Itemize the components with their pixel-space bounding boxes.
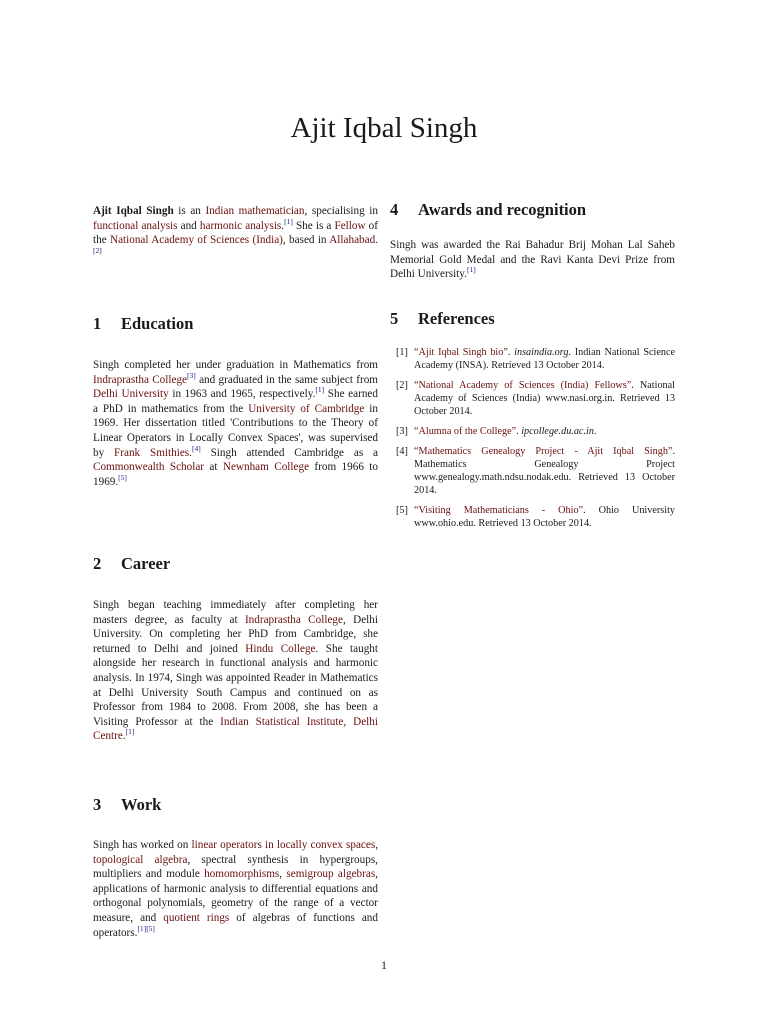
section-heading-awards: 4 Awards and recognition	[390, 200, 587, 219]
link-harmonic-analysis[interactable]: harmonic analysis	[199, 219, 282, 232]
reference-link[interactable]: “Alumna of the College”	[414, 426, 517, 438]
citation-1[interactable]: [1]	[284, 216, 293, 226]
section-heading-references: 5 References	[390, 309, 495, 328]
reference-item: [1] “Ajit Iqbal Singh bio”. insaindia.org. Indian National Science Academy (INSA). Retrieved 13 October 2014.	[396, 347, 675, 372]
reference-item: [5] “Visiting Mathematicians - Ohio”. Ohio University www.ohio.edu. Retrieved 13 October 2014.	[396, 505, 675, 530]
citation-1[interactable]: [1]	[466, 265, 476, 275]
link-frank-smithies[interactable]: Frank Smithies	[114, 446, 190, 459]
link-hindu-college[interactable]: Hindu College	[245, 642, 316, 655]
citation-1[interactable]: [1]	[125, 727, 135, 737]
section-heading-education: 1 Education	[93, 314, 194, 333]
link-indraprastha-college[interactable]: Indraprastha College	[244, 613, 343, 626]
link-university-of-cambridge[interactable]: University of Cambridge	[248, 402, 365, 415]
citation-5[interactable]: [5]	[118, 472, 127, 482]
work-paragraph: Singh has worked on linear operators in locally convex spaces, topological algebra, spectral synthesis in hypergroups, multipliers and module homomorphisms, semigroup algebras, applications of harmonic analysis to differential equations and orthogonal polynomials, geometry of the range of a vector measure, and quotient rings of algebras of functions and operators.[1][5]	[93, 839, 378, 939]
citation-1[interactable]: [1]	[315, 385, 325, 395]
citation-3[interactable]: [3]	[187, 370, 196, 380]
awards-paragraph: Singh was awarded the Rai Bahadur Brij Mohan Lal Saheb Memorial Gold Medal and the Ravi Kanta Devi Prize from Delhi University.[1]	[390, 239, 675, 281]
career-paragraph: Singh began teaching immediately after completing her masters degree, as faculty at Indraprastha College, Delhi University. On completing her PhD from Cambridge, she returned to Delhi and joined Hindu College. She taught alongside her research in functional analysis and harmonic analysis. In 1974, Singh was appointed Reader in Mathematics at Delhi University South Campus and continued on as Professor from 1984 to 2008. From 2008, she has been a Visiting Professor at the Indian Statistical Institute, Delhi Centre.[1]	[93, 599, 378, 743]
section-heading-career: 2 Career	[93, 554, 171, 573]
section-heading-work: 3 Work	[93, 795, 162, 814]
link-fellow[interactable]: Fellow	[334, 219, 366, 232]
link-homomorphisms[interactable]: homomorphisms	[204, 868, 280, 881]
citation-5[interactable]: [5]	[146, 923, 155, 933]
reference-link[interactable]: “Ajit Iqbal Singh bio”	[414, 347, 508, 358]
link-indraprastha-college[interactable]: Indraprastha College	[93, 373, 188, 386]
citation-4[interactable]: [4]	[191, 443, 201, 453]
intro-paragraph: Ajit Iqbal Singh is an Indian mathematician, specialising in functional analysis and harmonic analysis.[1] She is a Fellow of the National Academy of Sciences (India), based in Allahabad.[2]	[93, 205, 378, 255]
reference-link[interactable]: “Mathematics Genealogy Project - Ajit Iqbal Singh”	[414, 445, 673, 457]
link-indian-statistical-institute[interactable]: Indian Statistical Institute, Delhi Centre	[93, 715, 378, 743]
reference-list	[390, 346, 675, 537]
citation-2[interactable]: [2]	[93, 245, 102, 255]
education-paragraph: Singh completed her under graduation in Mathematics from Indraprastha College[3] and graduated in the same subject from Delhi University in 1963 and 1965, respectively.[1] She earned a PhD in mathematics from the University of Cambridge in 1969. Her dissertation titled 'Contributions to the Theory of Linear Operators in Locally Convex Spaces', was supervised by Frank Smithies.[4] Singh attended Cambridge as a Commonwealth Scholar at Newnham College from 1966 to 1969.[5]	[93, 359, 379, 488]
link-delhi-university[interactable]: Delhi University	[93, 388, 169, 401]
link-topological-algebra[interactable]: topological algebra	[93, 853, 188, 866]
reference-link[interactable]: “Visiting Mathematicians - Ohio”	[414, 505, 584, 517]
reference-link[interactable]: “National Academy of Sciences (India) Fellows”	[414, 379, 632, 391]
link-functional-analysis[interactable]: functional analysis	[93, 219, 178, 232]
reference-item: [2] “National Academy of Sciences (India) Fellows”. National Academy of Sciences (India) www.nasi.org.in. Retrieved 13 October 2014.	[396, 379, 675, 418]
page-title: Ajit Iqbal Singh	[290, 112, 478, 144]
link-quotient-rings[interactable]: quotient rings	[163, 911, 230, 924]
link-indian-mathematician[interactable]: Indian mathematician	[205, 205, 305, 217]
link-commonwealth-scholar[interactable]: Commonwealth Scholar	[93, 461, 205, 474]
reference-item: [3] “Alumna of the College”. ipcollege.du.ac.in.	[396, 426, 597, 438]
link-linear-operators[interactable]: linear operators in locally convex spaces	[191, 839, 376, 851]
page-number: 1	[381, 958, 387, 972]
link-newnham-college[interactable]: Newnham College	[222, 461, 310, 474]
citation-1[interactable]: [1]	[137, 923, 147, 933]
link-allahabad[interactable]: Allahabad	[329, 234, 376, 247]
link-nasi[interactable]: National Academy of Sciences (India)	[109, 234, 283, 247]
reference-item: [4] “Mathematics Genealogy Project - Ajit Iqbal Singh”. Mathematics Genealogy Project www.genealogy.math.ndsu.nodak.edu. Retrieved 13 October 2014.	[396, 445, 675, 497]
subject-name: Ajit Iqbal Singh	[93, 205, 174, 217]
link-semigroup-algebras[interactable]: semigroup algebras	[286, 868, 376, 881]
